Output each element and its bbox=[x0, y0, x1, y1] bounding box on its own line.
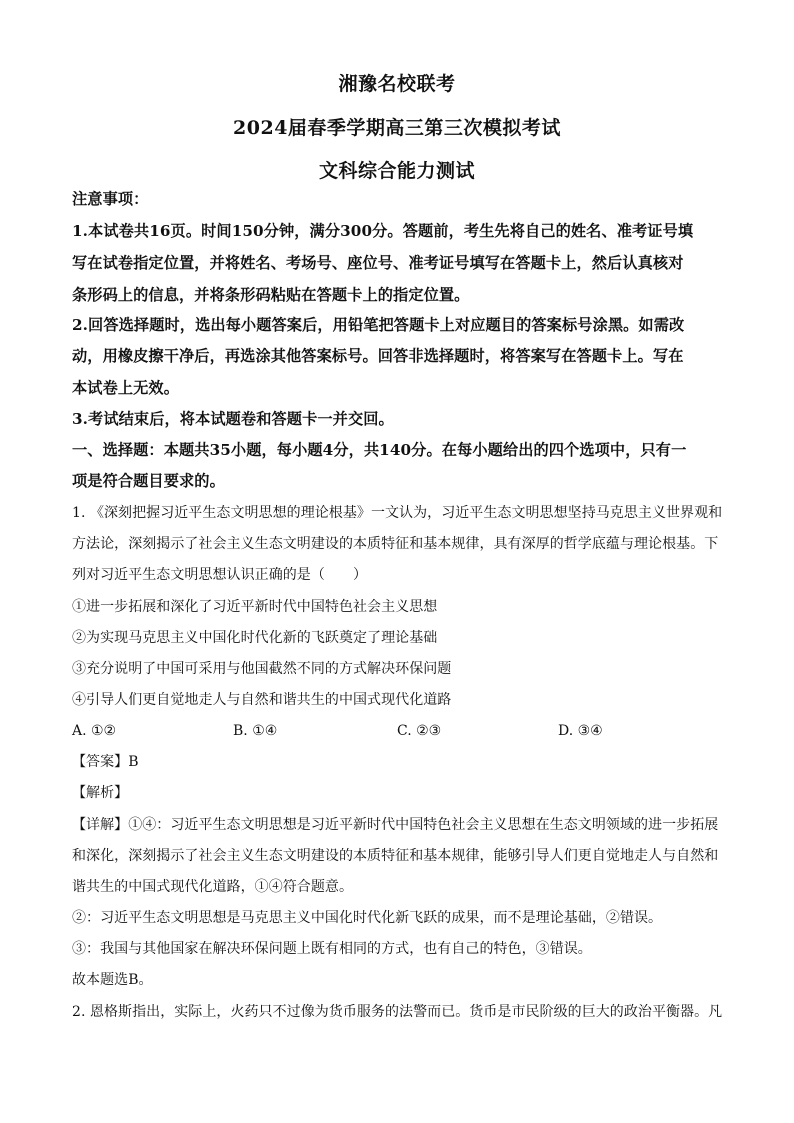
notice-line: 2.回答选择题时，选出每小题答案后，用铅笔把答题卡上对应题目的答案标号涂黑。如需改 bbox=[72, 316, 685, 334]
detail-line: 【详解】①④：习近平生态文明思想是习近平新时代中国特色社会主义思想在生态文明领域的进一步拓展 bbox=[72, 817, 719, 833]
question-statement: ②为实现马克思主义中国化时代化新的飞跃奠定了理论基础 bbox=[72, 630, 438, 646]
exam-subtitle: 2024届春季学期高三第三次模拟考试 bbox=[233, 117, 561, 139]
question-stem: 1. 《深刻把握习近平生态文明思想的理论根基》一文认为，习近平生态文明思想坚持马克思主义世界观和 bbox=[72, 505, 722, 521]
answer-label: 【答案】B bbox=[72, 754, 139, 770]
question-statement: ①进一步拓展和深化了习近平新时代中国特色社会主义思想 bbox=[72, 599, 438, 615]
notice-line: 写在试卷指定位置，并将姓名、考场号、座位号、准考证号填写在答题卡上，然后认真核对 bbox=[72, 254, 684, 272]
analysis-label: 【解析】 bbox=[72, 785, 129, 801]
detail-line: ②：习近平生态文明思想是马克思主义中国化时代化新飞跃的成果，而不是理论基础，②错误。 bbox=[72, 910, 663, 926]
question-statement: ③充分说明了中国可采用与他国截然不同的方式解决环保问题 bbox=[72, 661, 452, 677]
notice-heading: 注意事项： bbox=[72, 190, 149, 208]
option-b: B. ①④ bbox=[233, 723, 278, 739]
detail-line: 谐共生的中国式现代化道路，①④符合题意。 bbox=[72, 879, 353, 895]
detail-line: ③：我国与其他国家在解决环保问题上既有相同的方式，也有自己的特色，③错误。 bbox=[72, 941, 592, 957]
section-heading-cont: 项是符合题目要求的。 bbox=[72, 472, 225, 490]
option-d: D. ③④ bbox=[558, 723, 603, 739]
question-2-stem: 2. 恩格斯指出，实际上，火药只不过像为货币服务的法警而已。货币是市民阶级的巨大的政治平衡器。凡 bbox=[72, 1004, 722, 1020]
question-stem: 方法论，深刻揭示了社会主义生态文明建设的本质特征和基本规律，具有深厚的哲学底蕴与理论根基。下 bbox=[72, 536, 719, 552]
question-statement: ④引导人们更自觉地走人与自然和谐共生的中国式现代化道路 bbox=[72, 692, 452, 708]
answer-options bbox=[72, 720, 722, 742]
notice-line: 动，用橡皮擦干净后，再选涂其他答案标号。回答非选择题时，将答案写在答题卡上。写在 bbox=[72, 347, 684, 365]
detail-conclusion: 故本题选B。 bbox=[72, 972, 153, 988]
exam-title: 湘豫名校联考 bbox=[338, 73, 456, 95]
section-heading: 一、选择题：本题共35小题，每小题4分，共140分。在每小题给出的四个选项中，只有一 bbox=[72, 441, 687, 459]
question-stem: 列对习近平生态文明思想认识正确的是（ ） bbox=[72, 567, 368, 583]
notice-line: 1.本试卷共16页。时间150分钟，满分300分。答题前，考生先将自己的姓名、准考证号填 bbox=[72, 222, 694, 240]
detail-line: 和深化，深刻揭示了社会主义生态文明建设的本质特征和基本规律，能够引导人们更自觉地走人与自然和 bbox=[72, 848, 719, 864]
option-c: C. ②③ bbox=[397, 723, 442, 739]
exam-subject-title: 文科综合能力测试 bbox=[318, 160, 475, 182]
option-a: A. ①② bbox=[72, 723, 117, 739]
notice-line: 3.考试结束后，将本试题卷和答题卡一并交回。 bbox=[72, 410, 394, 428]
notice-line: 本试卷上无效。 bbox=[72, 379, 180, 397]
notice-line: 条形码上的信息，并将条形码粘贴在答题卡上的指定位置。 bbox=[72, 286, 470, 304]
